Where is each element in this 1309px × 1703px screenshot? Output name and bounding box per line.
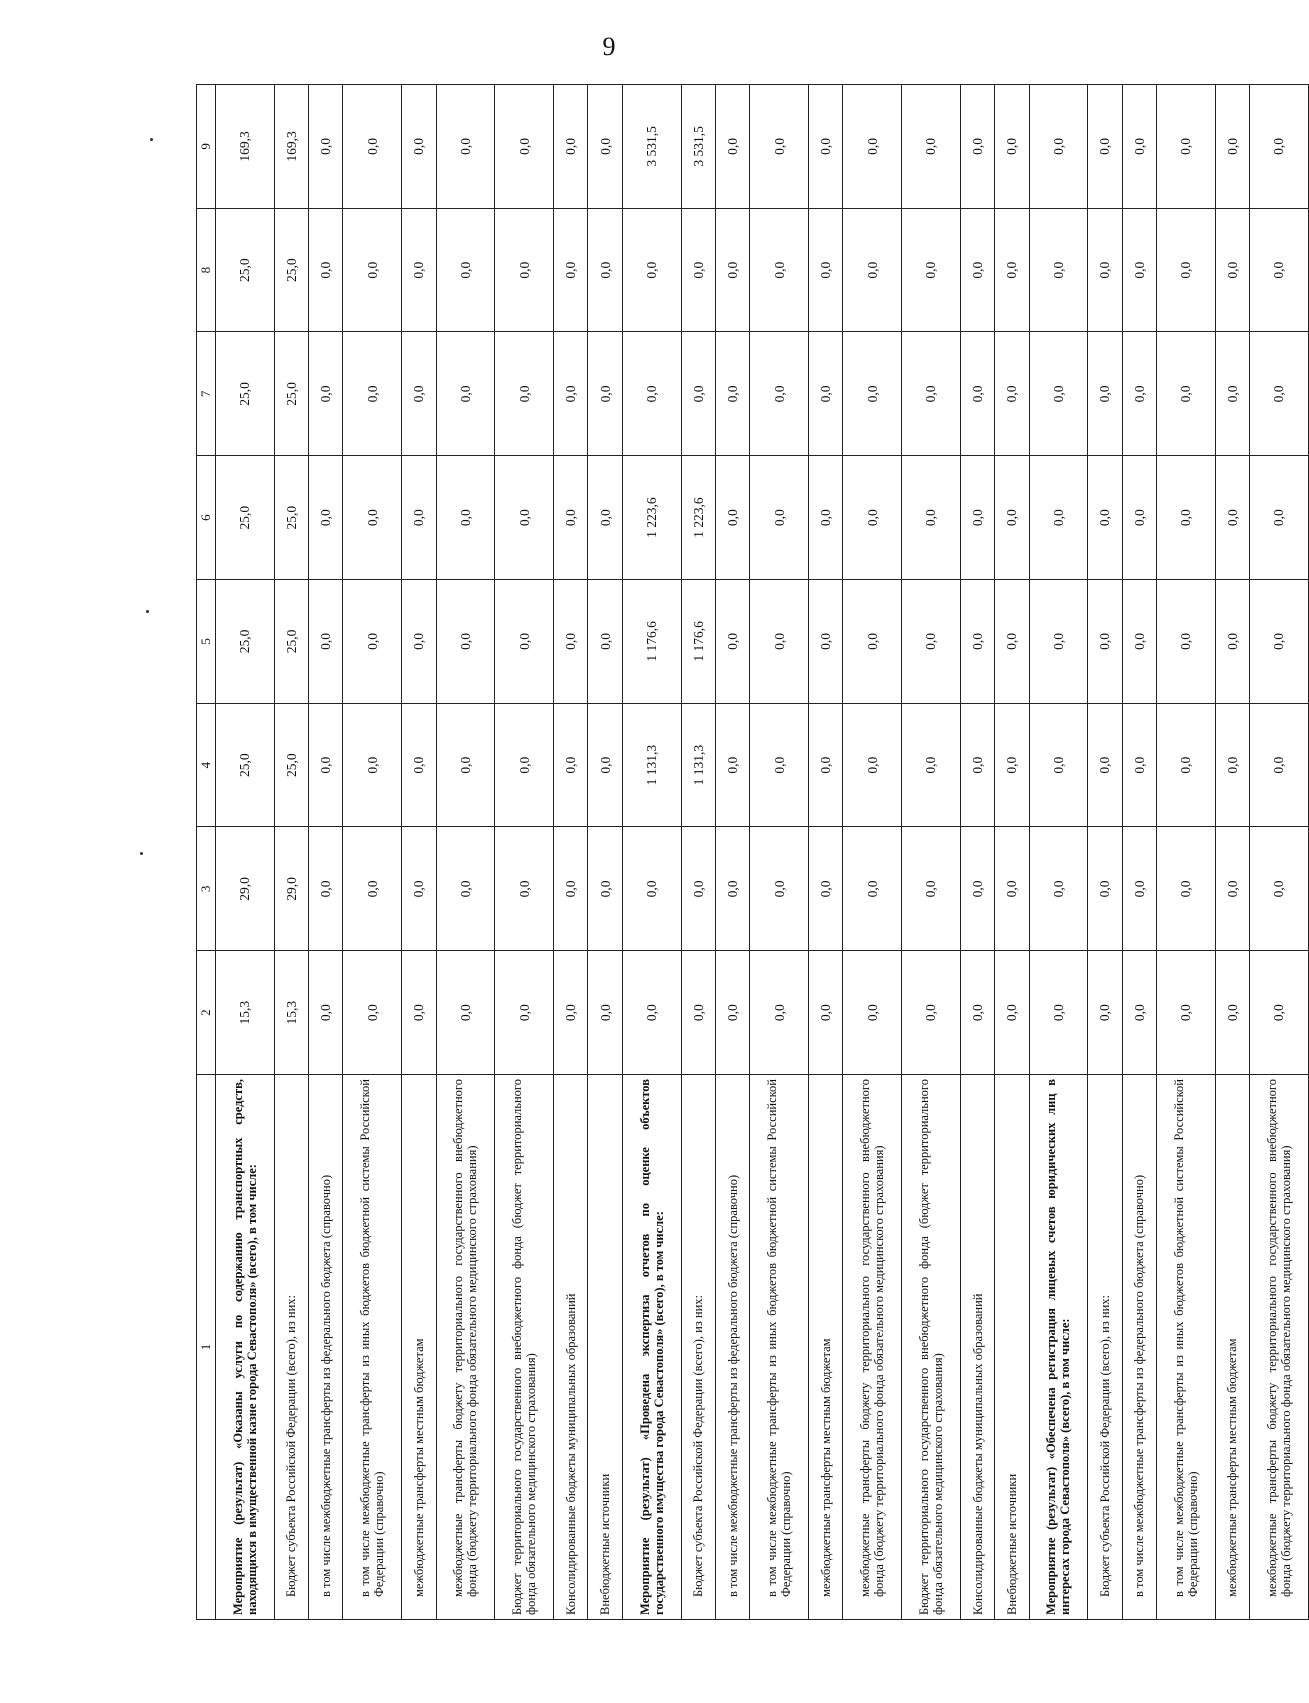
row-label: межбюджетные трансферты местным бюджетам (1215, 1075, 1249, 1620)
scan-speck (150, 138, 153, 141)
value-cell: 0,0 (1088, 703, 1122, 827)
value-cell: 0,0 (309, 208, 343, 332)
table-row (588, 85, 622, 1620)
value-cell: 0,0 (402, 951, 436, 1075)
budget-table (196, 84, 1309, 1620)
row-label: Мероприятие (результат) «Оказаны услуги по содержанию транспортных средств, находящихся в имущественной казне города Севастополя» (всего), в том числе: (216, 1075, 275, 1620)
value-cell: 0,0 (402, 208, 436, 332)
value-cell: 0,0 (436, 580, 495, 704)
value-cell: 0,0 (902, 951, 961, 1075)
value-cell: 0,0 (1029, 827, 1088, 951)
table-row (902, 85, 961, 1620)
value-cell: 0,0 (681, 332, 715, 456)
value-cell: 0,0 (554, 85, 588, 209)
table-row (995, 85, 1029, 1620)
value-cell: 0,0 (715, 580, 749, 704)
value-cell: 0,0 (750, 456, 809, 580)
row-label: межбюджетные трансферты бюджету территориального государственного внебюджетного фонда (бюджету территориального фонда обязательного медицинского страхования) (436, 1075, 495, 1620)
value-cell: 0,0 (995, 85, 1029, 209)
value-cell: 0,0 (843, 951, 902, 1075)
value-cell: 0,0 (554, 208, 588, 332)
value-cell: 0,0 (902, 580, 961, 704)
column-header: 8 (197, 208, 216, 332)
value-cell: 0,0 (1122, 703, 1156, 827)
value-cell: 0,0 (343, 703, 402, 827)
value-cell: 0,0 (995, 208, 1029, 332)
value-cell: 0,0 (1215, 332, 1249, 456)
value-cell: 0,0 (1156, 951, 1215, 1075)
table-row (843, 85, 902, 1620)
value-cell: 0,0 (995, 951, 1029, 1075)
value-cell: 0,0 (343, 456, 402, 580)
value-cell: 0,0 (622, 208, 681, 332)
value-cell: 0,0 (715, 456, 749, 580)
value-cell: 0,0 (436, 208, 495, 332)
value-cell: 0,0 (995, 703, 1029, 827)
value-cell: 15,3 (216, 951, 275, 1075)
value-cell: 0,0 (1215, 703, 1249, 827)
column-header: 6 (197, 456, 216, 580)
value-cell: 25,0 (274, 580, 308, 704)
value-cell: 29,0 (274, 827, 308, 951)
row-label: Бюджет территориального государственного внебюджетного фонда (бюджет территориального фонда обязательного медицинского страхования) (495, 1075, 554, 1620)
value-cell: 0,0 (1122, 951, 1156, 1075)
value-cell: 0,0 (843, 332, 902, 456)
value-cell: 1 176,6 (622, 580, 681, 704)
value-cell: 0,0 (715, 703, 749, 827)
value-cell: 0,0 (495, 85, 554, 209)
row-label: в том числе межбюджетные трансферты из федерального бюджета (справочно) (309, 1075, 343, 1620)
value-cell: 0,0 (588, 703, 622, 827)
value-cell: 25,0 (216, 703, 275, 827)
value-cell: 0,0 (750, 951, 809, 1075)
value-cell: 0,0 (495, 580, 554, 704)
value-cell: 0,0 (436, 85, 495, 209)
table-row (715, 85, 749, 1620)
row-label: Бюджет территориального государственного внебюджетного фонда (бюджет территориального фонда обязательного медицинского страхования) (902, 1075, 961, 1620)
value-cell: 169,3 (216, 85, 275, 209)
value-cell: 0,0 (343, 827, 402, 951)
value-cell: 0,0 (1122, 208, 1156, 332)
value-cell: 0,0 (843, 456, 902, 580)
row-label: в том числе межбюджетные трансферты из иных бюджетов бюджетной системы Российской Федерации (справочно) (1156, 1075, 1215, 1620)
value-cell: 0,0 (1029, 208, 1088, 332)
row-label: Консолидированные бюджеты муниципальных образований (960, 1075, 994, 1620)
rotated-table-wrapper (196, 85, 1309, 1620)
value-cell: 0,0 (1215, 951, 1249, 1075)
value-cell: 0,0 (1122, 332, 1156, 456)
table-row (681, 85, 715, 1620)
value-cell: 0,0 (808, 703, 842, 827)
table-row (1250, 85, 1309, 1620)
value-cell: 0,0 (1029, 703, 1088, 827)
value-cell: 0,0 (1156, 85, 1215, 209)
value-cell: 0,0 (808, 85, 842, 209)
value-cell: 0,0 (495, 703, 554, 827)
row-label: Мероприятие (результат) «Обеспечена регистрация лицевых счетов юридических лиц в интересах города Севастополя» (всего), в том числе: (1029, 1075, 1088, 1620)
row-label: Внебюджетные источники (995, 1075, 1029, 1620)
row-label: в том числе межбюджетные трансферты из иных бюджетов бюджетной системы Российской Федерации (справочно) (750, 1075, 809, 1620)
value-cell: 0,0 (402, 332, 436, 456)
table-row (343, 85, 402, 1620)
table-row (309, 85, 343, 1620)
value-cell: 0,0 (343, 332, 402, 456)
value-cell: 0,0 (343, 580, 402, 704)
value-cell: 25,0 (274, 332, 308, 456)
value-cell: 0,0 (902, 703, 961, 827)
value-cell: 0,0 (1029, 580, 1088, 704)
value-cell: 0,0 (808, 951, 842, 1075)
value-cell: 25,0 (216, 208, 275, 332)
table-row (1156, 85, 1215, 1620)
column-header: 7 (197, 332, 216, 456)
value-cell: 0,0 (1088, 456, 1122, 580)
value-cell: 0,0 (436, 332, 495, 456)
value-cell: 0,0 (1250, 951, 1309, 1075)
value-cell: 0,0 (960, 951, 994, 1075)
value-cell: 0,0 (681, 827, 715, 951)
value-cell: 0,0 (436, 703, 495, 827)
row-label: Консолидированные бюджеты муниципальных образований (554, 1075, 588, 1620)
row-label: в том числе межбюджетные трансферты из иных бюджетов бюджетной системы Российской Федерации (справочно) (343, 1075, 402, 1620)
value-cell: 0,0 (808, 208, 842, 332)
table-row (750, 85, 809, 1620)
value-cell: 0,0 (309, 332, 343, 456)
value-cell: 25,0 (216, 580, 275, 704)
value-cell: 0,0 (1122, 827, 1156, 951)
value-cell: 1 131,3 (622, 703, 681, 827)
value-cell: 0,0 (588, 827, 622, 951)
value-cell: 0,0 (960, 208, 994, 332)
value-cell: 0,0 (554, 332, 588, 456)
value-cell: 0,0 (495, 332, 554, 456)
value-cell: 0,0 (1088, 951, 1122, 1075)
value-cell: 0,0 (1156, 703, 1215, 827)
value-cell: 0,0 (808, 456, 842, 580)
value-cell: 0,0 (902, 208, 961, 332)
value-cell: 0,0 (1215, 85, 1249, 209)
value-cell: 0,0 (402, 703, 436, 827)
value-cell: 0,0 (1088, 208, 1122, 332)
value-cell: 3 531,5 (622, 85, 681, 209)
value-cell: 0,0 (1088, 85, 1122, 209)
value-cell: 25,0 (274, 208, 308, 332)
page-number: 9 (602, 32, 616, 61)
value-cell: 0,0 (1250, 332, 1309, 456)
value-cell: 0,0 (995, 332, 1029, 456)
value-cell: 0,0 (402, 456, 436, 580)
value-cell: 0,0 (715, 951, 749, 1075)
value-cell: 0,0 (750, 208, 809, 332)
value-cell: 0,0 (715, 332, 749, 456)
row-label: в том числе межбюджетные трансферты из федерального бюджета (справочно) (1122, 1075, 1156, 1620)
value-cell: 0,0 (554, 951, 588, 1075)
value-cell: 0,0 (495, 827, 554, 951)
value-cell: 0,0 (995, 580, 1029, 704)
value-cell: 0,0 (843, 703, 902, 827)
header-row (197, 85, 216, 1620)
value-cell: 0,0 (960, 85, 994, 209)
row-label: Бюджет субъекта Российской Федерации (всего), из них: (681, 1075, 715, 1620)
value-cell: 0,0 (436, 827, 495, 951)
value-cell: 0,0 (343, 951, 402, 1075)
value-cell: 25,0 (216, 332, 275, 456)
value-cell: 0,0 (902, 85, 961, 209)
value-cell: 0,0 (588, 456, 622, 580)
value-cell: 0,0 (960, 827, 994, 951)
value-cell: 15,3 (274, 951, 308, 1075)
row-label: Бюджет субъекта Российской Федерации (всего), из них: (274, 1075, 308, 1620)
value-cell: 0,0 (309, 703, 343, 827)
value-cell: 0,0 (843, 85, 902, 209)
value-cell: 0,0 (343, 85, 402, 209)
value-cell: 25,0 (274, 456, 308, 580)
value-cell: 0,0 (808, 580, 842, 704)
value-cell: 25,0 (274, 703, 308, 827)
value-cell: 0,0 (843, 208, 902, 332)
value-cell: 0,0 (1088, 332, 1122, 456)
value-cell: 0,0 (1250, 827, 1309, 951)
value-cell: 0,0 (681, 208, 715, 332)
value-cell: 0,0 (588, 85, 622, 209)
value-cell: 0,0 (750, 580, 809, 704)
value-cell: 0,0 (960, 703, 994, 827)
column-header: 5 (197, 580, 216, 704)
column-header: 9 (197, 85, 216, 209)
value-cell: 0,0 (750, 827, 809, 951)
row-label: Бюджет субъекта Российской Федерации (всего), из них: (1088, 1075, 1122, 1620)
value-cell: 0,0 (960, 456, 994, 580)
scan-speck (140, 852, 143, 855)
value-cell: 0,0 (554, 456, 588, 580)
value-cell: 0,0 (622, 332, 681, 456)
value-cell: 0,0 (843, 580, 902, 704)
value-cell: 0,0 (995, 456, 1029, 580)
value-cell: 0,0 (902, 332, 961, 456)
row-label: межбюджетные трансферты местным бюджетам (402, 1075, 436, 1620)
value-cell: 0,0 (402, 827, 436, 951)
value-cell: 0,0 (1250, 703, 1309, 827)
value-cell: 0,0 (960, 332, 994, 456)
value-cell: 0,0 (1215, 580, 1249, 704)
value-cell: 0,0 (1088, 580, 1122, 704)
value-cell: 25,0 (216, 456, 275, 580)
value-cell: 0,0 (495, 456, 554, 580)
value-cell: 0,0 (622, 827, 681, 951)
value-cell: 0,0 (750, 85, 809, 209)
table-row (1215, 85, 1249, 1620)
row-label: Мероприятие (результат) «Проведена экспертиза отчетов по оценке объектов государственного имущества города Севастополя» (всего), в том числе: (622, 1075, 681, 1620)
value-cell: 0,0 (681, 951, 715, 1075)
value-cell: 0,0 (1156, 456, 1215, 580)
value-cell: 0,0 (1029, 85, 1088, 209)
table-row (216, 85, 275, 1620)
row-label: Внебюджетные источники (588, 1075, 622, 1620)
value-cell: 0,0 (495, 208, 554, 332)
value-cell: 0,0 (1250, 85, 1309, 209)
value-cell: 0,0 (750, 703, 809, 827)
value-cell: 0,0 (588, 580, 622, 704)
value-cell: 0,0 (1156, 208, 1215, 332)
value-cell: 0,0 (715, 827, 749, 951)
value-cell: 0,0 (554, 703, 588, 827)
value-cell: 0,0 (1215, 827, 1249, 951)
value-cell: 0,0 (554, 827, 588, 951)
row-label: межбюджетные трансферты местным бюджетам (808, 1075, 842, 1620)
column-header: 2 (197, 951, 216, 1075)
value-cell: 0,0 (588, 951, 622, 1075)
value-cell: 0,0 (1215, 208, 1249, 332)
table-row (436, 85, 495, 1620)
value-cell: 0,0 (1156, 580, 1215, 704)
value-cell: 0,0 (309, 951, 343, 1075)
column-header: 1 (197, 1075, 216, 1620)
value-cell: 0,0 (622, 951, 681, 1075)
value-cell: 169,3 (274, 85, 308, 209)
row-label: в том числе межбюджетные трансферты из федерального бюджета (справочно) (715, 1075, 749, 1620)
value-cell: 3 531,5 (681, 85, 715, 209)
value-cell: 0,0 (588, 332, 622, 456)
value-cell: 0,0 (343, 208, 402, 332)
value-cell: 0,0 (436, 456, 495, 580)
table-row (495, 85, 554, 1620)
table-row (1088, 85, 1122, 1620)
table-row (808, 85, 842, 1620)
value-cell: 0,0 (309, 827, 343, 951)
value-cell: 0,0 (1029, 332, 1088, 456)
table-row (1122, 85, 1156, 1620)
value-cell: 0,0 (1250, 580, 1309, 704)
value-cell: 0,0 (715, 208, 749, 332)
row-label: межбюджетные трансферты бюджету территориального государственного внебюджетного фонда (бюджету территориального фонда обязательного медицинского страхования) (843, 1075, 902, 1620)
value-cell: 0,0 (1122, 456, 1156, 580)
value-cell: 0,0 (902, 827, 961, 951)
value-cell: 1 176,6 (681, 580, 715, 704)
column-header: 4 (197, 703, 216, 827)
value-cell: 0,0 (1029, 951, 1088, 1075)
value-cell: 0,0 (808, 827, 842, 951)
value-cell: 0,0 (309, 456, 343, 580)
table-row (554, 85, 588, 1620)
value-cell: 1 223,6 (622, 456, 681, 580)
table-row (274, 85, 308, 1620)
value-cell: 0,0 (902, 456, 961, 580)
value-cell: 0,0 (1250, 208, 1309, 332)
value-cell: 0,0 (1250, 456, 1309, 580)
table-row (1029, 85, 1088, 1620)
table-row (960, 85, 994, 1620)
row-label: межбюджетные трансферты бюджету территориального государственного внебюджетного фонда (бюджету территориального фонда обязательного медицинского страхования) (1250, 1075, 1309, 1620)
value-cell: 0,0 (402, 85, 436, 209)
value-cell: 0,0 (495, 951, 554, 1075)
value-cell: 0,0 (960, 580, 994, 704)
table-body (216, 85, 1309, 1620)
value-cell: 1 223,6 (681, 456, 715, 580)
scan-speck (146, 610, 149, 613)
value-cell: 0,0 (554, 580, 588, 704)
table-row (402, 85, 436, 1620)
value-cell: 0,0 (1088, 827, 1122, 951)
value-cell: 0,0 (1156, 827, 1215, 951)
value-cell: 1 131,3 (681, 703, 715, 827)
column-header: 3 (197, 827, 216, 951)
value-cell: 0,0 (309, 85, 343, 209)
value-cell: 0,0 (588, 208, 622, 332)
value-cell: 0,0 (995, 827, 1029, 951)
value-cell: 0,0 (1156, 332, 1215, 456)
value-cell: 0,0 (1029, 456, 1088, 580)
value-cell: 0,0 (1122, 580, 1156, 704)
value-cell: 0,0 (750, 332, 809, 456)
table-row (622, 85, 681, 1620)
value-cell: 0,0 (843, 827, 902, 951)
value-cell: 29,0 (216, 827, 275, 951)
value-cell: 0,0 (1122, 85, 1156, 209)
value-cell: 0,0 (808, 332, 842, 456)
value-cell: 0,0 (715, 85, 749, 209)
value-cell: 0,0 (1215, 456, 1249, 580)
value-cell: 0,0 (309, 580, 343, 704)
value-cell: 0,0 (402, 580, 436, 704)
value-cell: 0,0 (436, 951, 495, 1075)
